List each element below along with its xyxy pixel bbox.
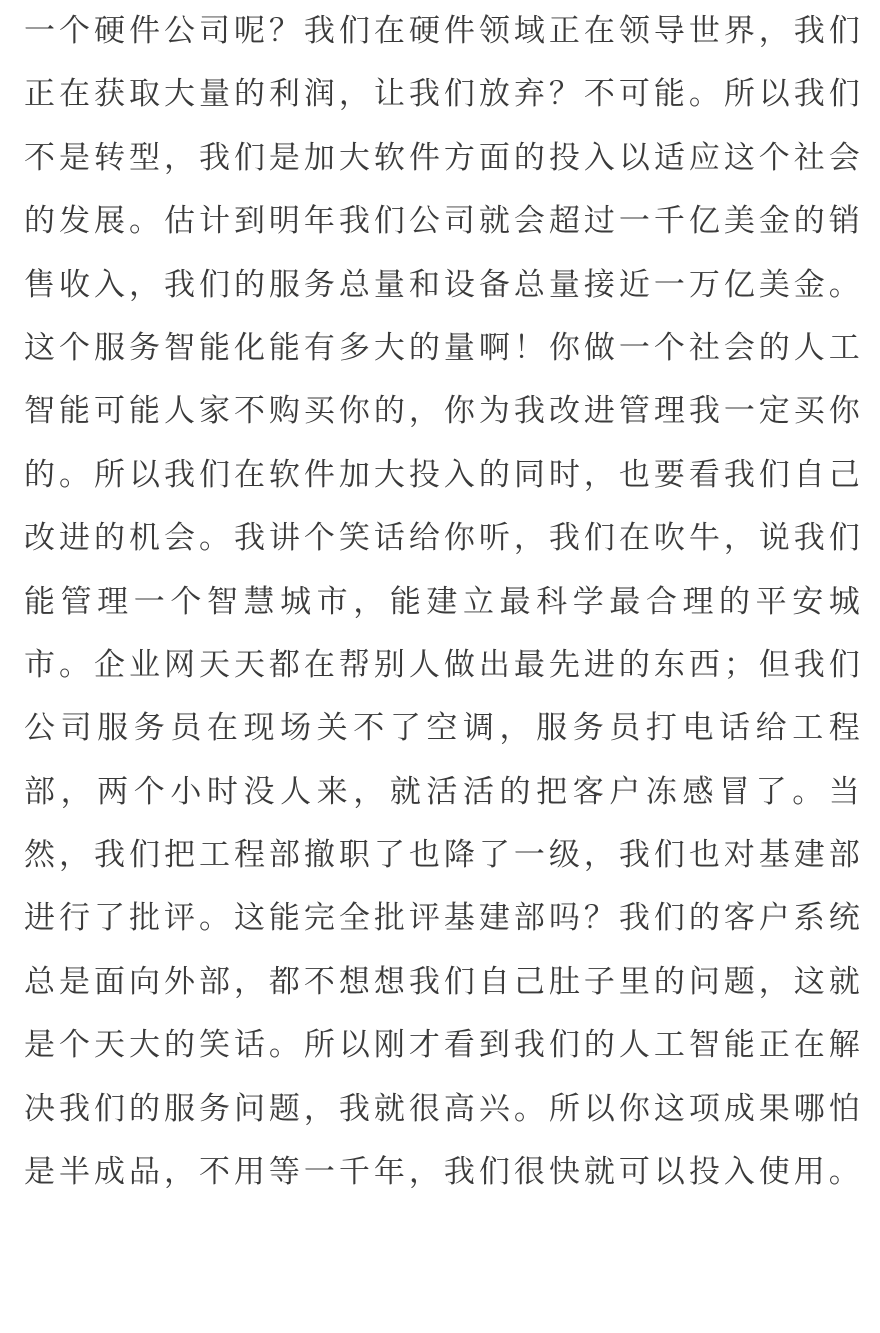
paragraph-line: 改进的机会。我讲个笑话给你听，我们在吹牛，说我们 bbox=[24, 520, 860, 557]
paragraph-line: 进行了批评。这能完全批评基建部吗？我们的客户系统 bbox=[24, 900, 860, 937]
paragraph-line: 是个天大的笑话。所以刚才看到我们的人工智能正在解 bbox=[24, 1027, 860, 1064]
paragraph-line: 售收入，我们的服务总量和设备总量接近一万亿美金。 bbox=[24, 266, 860, 303]
article-body bbox=[24, 0, 860, 1204]
paragraph-line: 总是面向外部，都不想想我们自己肚子里的问题，这就 bbox=[24, 963, 860, 1000]
paragraph-line: 的。所以我们在软件加大投入的同时，也要看我们自己 bbox=[24, 456, 860, 493]
paragraph-line: 一个硬件公司呢？我们在硬件领域正在领导世界，我们 bbox=[24, 13, 860, 49]
paragraph-line: 正在获取大量的利润，让我们放弃？不可能。所以我们 bbox=[24, 76, 860, 113]
paragraph-line: 能管理一个智慧城市，能建立最科学最合理的平安城 bbox=[24, 583, 860, 620]
paragraph-line: 市。企业网天天都在帮别人做出最先进的东西；但我们 bbox=[24, 646, 860, 683]
paragraph-line: 公司服务员在现场关不了空调，服务员打电话给工程 bbox=[24, 710, 860, 747]
paragraph-line: 决我们的服务问题，我就很高兴。所以你这项成果哪怕 bbox=[24, 1090, 860, 1127]
paragraph-line: 然，我们把工程部撤职了也降了一级，我们也对基建部 bbox=[24, 837, 860, 874]
paragraph-line: 部，两个小时没人来，就活活的把客户冻感冒了。当 bbox=[24, 773, 860, 810]
paragraph-line: 是半成品，不用等一千年，我们很快就可以投入使用。 bbox=[24, 1154, 860, 1191]
paragraph-line: 这个服务智能化能有多大的量啊！你做一个社会的人工 bbox=[24, 329, 860, 366]
paragraph-line: 不是转型，我们是加大软件方面的投入以适应这个社会 bbox=[24, 139, 860, 176]
paragraph-line: 智能可能人家不购买你的，你为我改进管理我一定买你 bbox=[24, 393, 860, 430]
paragraph-line: 的发展。估计到明年我们公司就会超过一千亿美金的销 bbox=[24, 203, 860, 240]
